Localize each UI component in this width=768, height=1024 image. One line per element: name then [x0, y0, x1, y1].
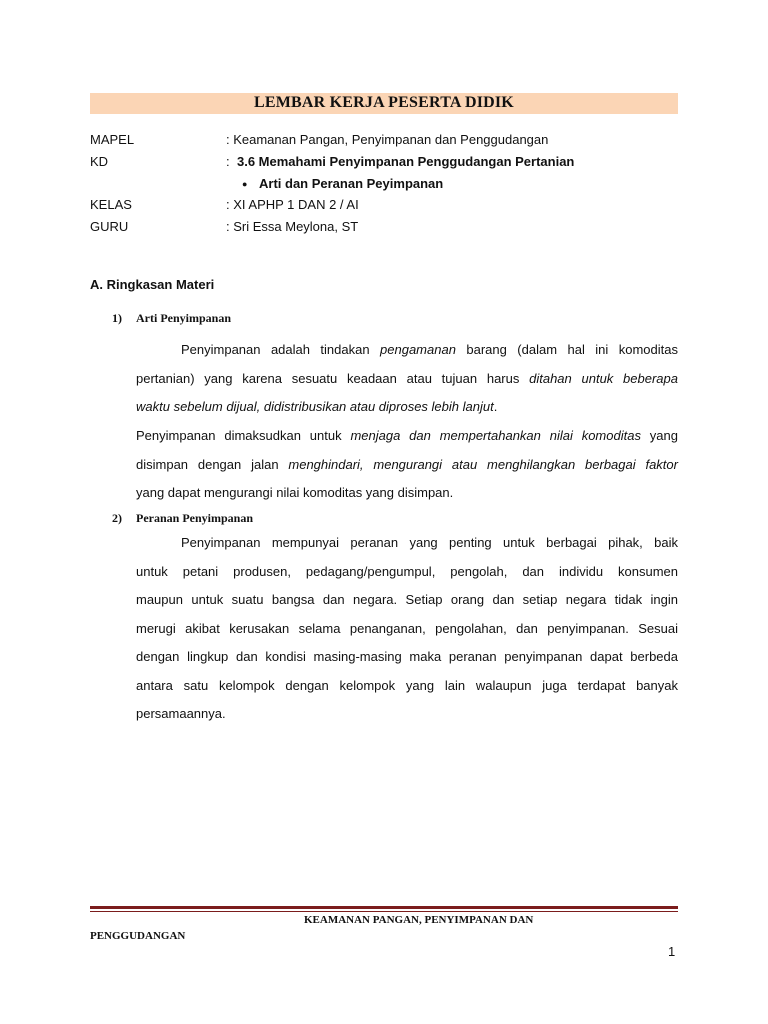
para-line: antara satu kelompok dengan kelompok yang lain walaupun juga terdapat banyak	[136, 677, 678, 693]
para-line: Penyimpanan mempunyai peranan yang penting untuk berbagai pihak, baik	[181, 535, 678, 550]
subsection-1-title: Arti Penyimpanan	[136, 311, 232, 325]
footer-text-line-1: KEAMANAN PANGAN, PENYIMPANAN DAN	[304, 914, 534, 926]
kd-label: KD	[90, 154, 109, 169]
para-line: pertanian) yang karena sesuatu keadaan atau tujuan harus ditahan untuk beberapa	[136, 370, 678, 386]
para-line: Penyimpanan adalah tindakan pengamanan barang (dalam hal ini komoditas	[181, 342, 678, 357]
footer-text-line-2: PENGGUDANGAN	[90, 930, 186, 942]
guru-label: GURU	[90, 219, 129, 234]
page-title: LEMBAR KERJA PESERTA DIDIK	[254, 94, 514, 111]
mapel-value: : Keamanan Pangan, Penyimpanan dan Penggudangan	[226, 132, 549, 147]
subsection-1-number: 1)	[112, 311, 122, 325]
mapel-label: MAPEL	[90, 132, 135, 147]
footer-rule-thin	[90, 911, 678, 912]
footer-rule-thick	[90, 906, 678, 909]
para-line: persamaannya.	[136, 706, 226, 721]
subsection-2-heading	[112, 511, 253, 526]
para-line: waktu sebelum dijual, didistribusikan atau diproses lebih lanjut.	[136, 399, 498, 414]
subsection-1-body-2	[136, 422, 678, 508]
para-line: yang dapat mengurangi nilai komoditas yang disimpan.	[136, 485, 454, 500]
para-line: maupun untuk suatu bangsa dan negara. Setiap orang dan setiap negara tidak ingin	[136, 592, 678, 607]
kd-prefix: :	[226, 154, 230, 169]
subsection-2-title: Peranan Penyimpanan	[136, 511, 254, 525]
subsection-2-number: 2)	[112, 511, 122, 525]
section-a-heading: A. Ringkasan Materi	[90, 277, 215, 292]
subsection-1-heading	[112, 311, 231, 326]
para-line: disimpan dengan jalan menghindari, mengurangi atau menghilangkan berbagai faktor	[136, 456, 678, 472]
subsection-2-body	[136, 529, 678, 729]
subsection-1-body	[136, 336, 678, 422]
page-number: 1	[668, 944, 676, 959]
guru-value: : Sri Essa Meylona, ST	[226, 219, 359, 234]
para-line: untuk petani produsen, pedagang/pengumpul, pengolah, dan individu konsumen	[136, 563, 678, 579]
bullet-icon: ●	[242, 179, 248, 189]
kd-bullet-text: Arti dan Peranan Peyimpanan	[259, 176, 444, 191]
para-line: Penyimpanan dimaksudkan untuk menjaga dan mempertahankan nilai komoditas yang	[136, 428, 678, 443]
kd-value: 3.6 Memahami Penyimpanan Penggudangan Pertanian	[237, 154, 575, 169]
kelas-label: KELAS	[90, 197, 132, 212]
para-line: merugi akibat kerusakan selama penanganan, pengolahan, dan penyimpanan. Sesuai	[136, 620, 678, 636]
para-line: dengan lingkup dan kondisi masing-masing maka peranan penyimpanan dapat berbeda	[136, 649, 678, 664]
kelas-value: : XI APHP 1 DAN 2 / AI	[226, 197, 359, 212]
